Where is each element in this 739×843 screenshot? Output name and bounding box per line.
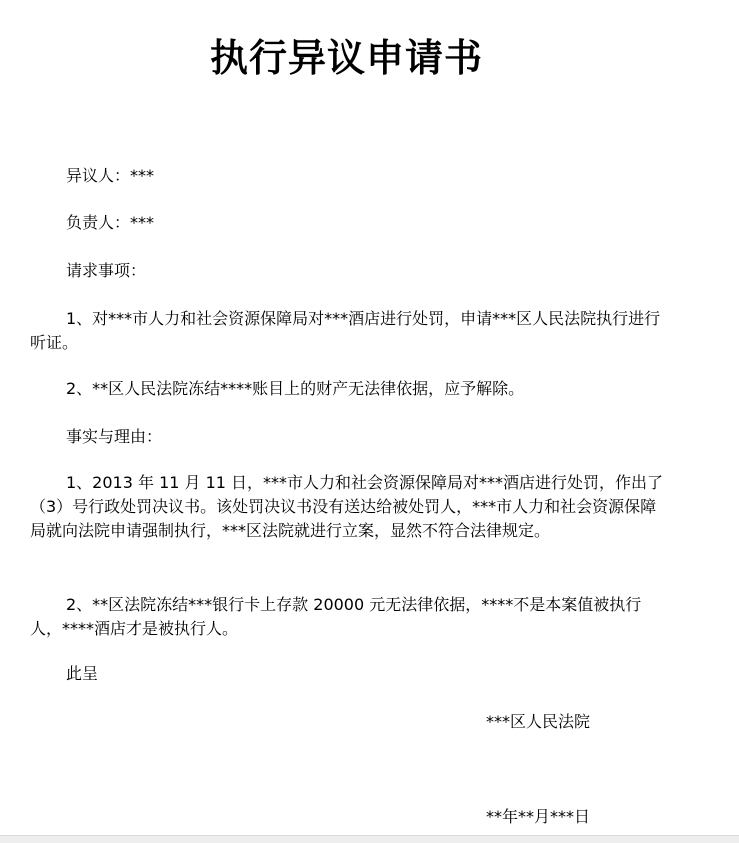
facts-heading: 事实与理由： — [66, 427, 163, 446]
fact-item-1: 1、2013 年 11 月 11 日，***市人力和社会资源保障局对***酒店进行处罚，作出了（3）号行政处罚决议书。该处罚决议书没有送达给被处罚人，***市人力和社会资源保障局就向法院申请强制执行，***区法院就进行立案，显然不符合法律规定。 — [30, 473, 664, 540]
document-title: 执行异议申请书 — [209, 36, 483, 80]
claim-item-1: 1、对***市人力和社会资源保障局对***酒店进行处罚，申请***区人民法院执行进行听证。 — [30, 309, 661, 352]
claim-item-2: 2、**区人民法院冻结****账目上的财产无法律依据，应予解除。 — [66, 379, 525, 398]
responsible-line: 负责人：*** — [66, 213, 155, 232]
court-signature: ***区人民法院 — [486, 712, 591, 731]
document-date: **年**月***日 — [486, 807, 591, 826]
claims-heading: 请求事项： — [66, 261, 147, 280]
objector-line: 异议人：*** — [66, 166, 155, 185]
fact-item-2: 2、**区法院冻结***银行卡上存款 20000 元无法律依据，****不是本案值被执行人，****酒店才是被执行人。 — [30, 595, 642, 638]
closing-text: 此呈 — [66, 664, 99, 683]
